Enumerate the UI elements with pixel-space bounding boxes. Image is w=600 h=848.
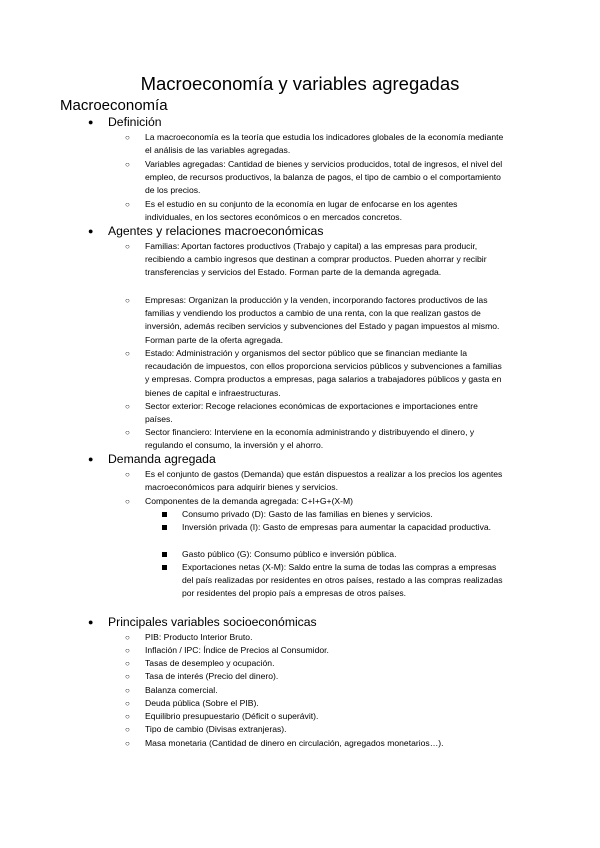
list-item: ○ Es el conjunto de gastos (Demanda) que están dispuestos a realizar a los precios los agentes macroeconómicos para adquirir bienes y servicios. xyxy=(125,469,503,493)
list-item: ○ Empresas: Organizan la producción y la venden, incorporando factores productivos de las familias y vendiendo los productos a cambio de una renta, con la que realizan gastos de inversión, además reciben servicios y subvenciones del Estado y pagan impuestos al mismo. Forman parte de la oferta agregada. xyxy=(125,295,500,345)
list-item: ○ Componentes de la demanda agregada: C+I+G+(X-M) xyxy=(125,495,505,508)
list-item: ○ Balanza comercial. xyxy=(125,684,505,697)
bullet-circle: ○ xyxy=(125,402,130,411)
list-item: ○ Masa monetaria (Cantidad de dinero en circulación, agregados monetarios…). xyxy=(125,737,505,750)
list-item: ○ Sector financiero: Interviene en la economía administrando y distribuyendo el dinero, y regulando el consumo, la inversión y el ahorro. xyxy=(125,427,475,451)
bullet-dot: ● xyxy=(88,617,94,627)
sub-list-item: Consumo privado (D): Gasto de las familias en bienes y servicios. xyxy=(162,508,507,521)
sub-list-item: Inversión privada (I): Gasto de empresas para aumentar la capacidad productiva. xyxy=(162,521,507,534)
list-item: ○ Tasa de interés (Precio del dinero). xyxy=(125,670,505,683)
bullet-dot: ● xyxy=(88,226,94,236)
list-item: ○ Estado: Administración y organismos del sector público que se financian mediante la recaudación de impuestos, con ellos proporciona servicios públicos y subvenciones a familias y empresas. Compra productos a empresas, paga salarios a trabajadores públicos y gasta en bienes de capital e infraestructuras. xyxy=(125,348,502,398)
bullet-circle: ○ xyxy=(125,160,130,169)
bullet-circle: ○ xyxy=(125,497,130,506)
bullet-square xyxy=(162,565,167,570)
list-item: ○ Tasas de desempleo y ocupación. xyxy=(125,657,505,670)
bullet-label: Agentes y relaciones macroeconómicas xyxy=(108,224,324,238)
bullet-circle: ○ xyxy=(125,200,130,209)
bullet-circle: ○ xyxy=(125,699,130,708)
bullet-circle: ○ xyxy=(125,739,130,748)
list-item: ○ PIB: Producto Interior Bruto. xyxy=(125,631,505,644)
bullet-dot: ● xyxy=(88,117,94,127)
bullet-dot: ● xyxy=(88,454,94,464)
bullet-circle: ○ xyxy=(125,428,130,437)
sub-list-item: Gasto público (G): Consumo público e inversión pública. xyxy=(162,548,507,561)
bullet-circle: ○ xyxy=(125,242,130,251)
list-item: ○ Variables agregadas: Cantidad de bienes y servicios producidos, total de ingresos, el nivel del empleo, de recursos productivos, la balanza de pagos, el tipo de cambio o el comportamiento de los precios. xyxy=(125,159,503,196)
bullet-circle: ○ xyxy=(125,659,130,668)
list-item: ○ La macroeconomía es la teoría que estudia los indicadores globales de la economía mediante el análisis de las variables agregadas. xyxy=(125,132,504,156)
bullet-circle: ○ xyxy=(125,133,130,142)
bullet-circle: ○ xyxy=(125,296,130,305)
list-item: ○ Deuda pública (Sobre el PIB). xyxy=(125,697,505,710)
bullet-label: Definición xyxy=(108,115,162,129)
bullet-circle: ○ xyxy=(125,349,130,358)
bullet-circle: ○ xyxy=(125,470,130,479)
bullet-circle: ○ xyxy=(125,646,130,655)
bullet-square xyxy=(162,525,167,530)
bullet-circle: ○ xyxy=(125,712,130,721)
list-item: ○ Familias: Aportan factores productivos (Trabajo y capital) a las empresas para producir, recibiendo a cambio ingresos que destinan a comprar productos. Pueden ahorrar y recibir transferencias y servicios del Estado. Forman parte de la demanda agregada. xyxy=(125,241,487,278)
bullet-square xyxy=(162,512,167,517)
list-item: ○ Equilibrio presupuestario (Déficit o superávit). xyxy=(125,710,505,723)
section-heading: Macroeconomía xyxy=(60,97,168,114)
bullet-square xyxy=(162,552,167,557)
list-item: ○ Inflación / IPC: Índice de Precios al Consumidor. xyxy=(125,644,505,657)
list-item: ○ Tipo de cambio (Divisas extranjeras). xyxy=(125,723,505,736)
bullet-circle: ○ xyxy=(125,633,130,642)
bullet-circle: ○ xyxy=(125,725,130,734)
document-title: Macroeconomía y variables agregadas xyxy=(140,73,460,94)
list-item: ○ Sector exterior: Recoge relaciones económicas de exportaciones e importaciones entre países. xyxy=(125,401,478,425)
bullet-circle: ○ xyxy=(125,672,130,681)
bullet-label: Demanda agregada xyxy=(108,452,216,466)
list-item: ○ Es el estudio en su conjunto de la economía en lugar de enfocarse en los agentes individuales, en los sectores económicos o en mercados concretos. xyxy=(125,199,458,223)
bullet-label: Principales variables socioeconómicas xyxy=(108,615,317,629)
bullet-circle: ○ xyxy=(125,686,130,695)
sub-list-item: Exportaciones netas (X-M): Saldo entre la suma de todas las compras a empresas del país realizadas por residentes en otros países, restado a las compras realizadas por residentes del propio país a empresas de otros países. xyxy=(162,561,507,601)
